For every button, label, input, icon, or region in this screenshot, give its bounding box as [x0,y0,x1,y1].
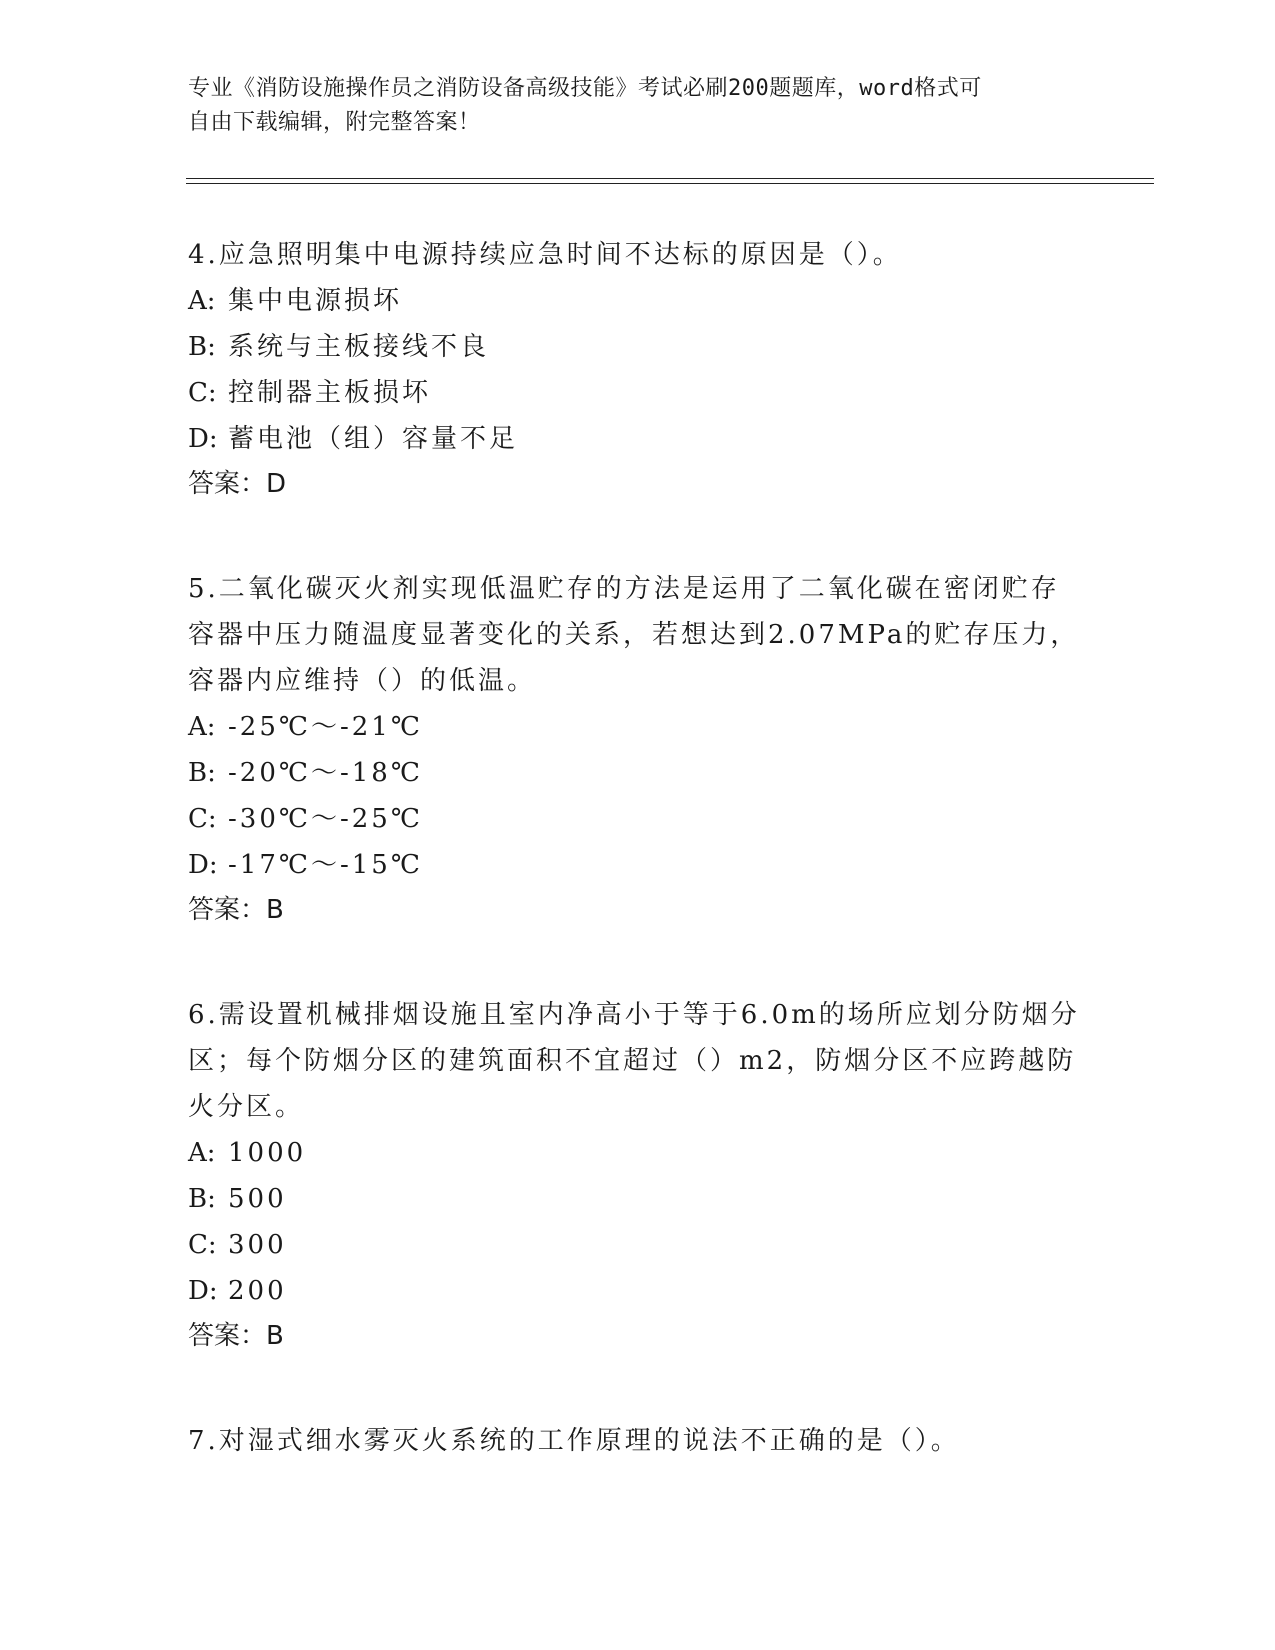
option-letter: C: [188,378,217,408]
option-letter: A: [188,712,216,742]
option-text: 蓄电池（组）容量不足 [228,424,519,454]
question-5 [188,566,1088,932]
option-b [188,324,1088,370]
option-text: 集中电源损坏 [228,286,403,316]
option-d [188,842,1088,888]
option-letter: A: [188,1138,216,1168]
option-text: 系统与主板接线不良 [228,332,490,362]
question-4 [188,232,1088,506]
option-b [188,1176,1088,1222]
option-letter: B: [188,758,216,788]
option-text: 500 [228,1184,287,1214]
option-d [188,1268,1088,1314]
option-text: 控制器主板损坏 [228,378,432,408]
question-6 [188,992,1088,1358]
header-line-2: 自由下载编辑，附完整答案！ [188,110,481,135]
option-text: 200 [228,1276,287,1306]
option-letter: B: [188,1184,216,1214]
question-stem: 5.二氧化碳灭火剂实现低温贮存的方法是运用了二氧化碳在密闭贮存容器中压力随温度显著变化的关系，若想达到2.07MPa的贮存压力，容器内应维持（）的低温。 [188,574,1080,696]
header-line-1: 专业《消防设施操作员之消防设备高级技能》考试必刷200题题库，word格式可 [188,76,982,101]
option-text: -30℃～-25℃ [228,804,423,834]
option-a [188,1130,1088,1176]
option-c [188,796,1088,842]
option-letter: C: [188,804,217,834]
option-c [188,370,1088,416]
option-d [188,416,1088,462]
option-a [188,278,1088,324]
option-text: 1000 [228,1138,307,1168]
option-text: -17℃～-15℃ [228,850,423,880]
option-text: -25℃～-21℃ [228,712,423,742]
option-c [188,1222,1088,1268]
option-text: -20℃～-18℃ [228,758,423,788]
option-letter: D: [188,1276,218,1306]
option-letter: B: [188,332,216,362]
question-stem: 7.对湿式细水雾灭火系统的工作原理的说法不正确的是（）。 [188,1426,960,1456]
option-text: 300 [228,1230,287,1260]
header-divider-top [186,178,1154,179]
answer: 答案：B [188,895,284,925]
answer: 答案：D [188,469,287,499]
question-stem: 6.需设置机械排烟设施且室内净高小于等于6.0m的场所应划分防烟分区；每个防烟分区的建筑面积不宜超过（）m2，防烟分区不应跨越防火分区。 [188,1000,1080,1122]
option-letter: A: [188,286,216,316]
answer: 答案：B [188,1321,284,1351]
question-list [188,232,1088,1524]
option-letter: D: [188,424,218,454]
question-7 [188,1418,1088,1464]
option-letter: C: [188,1230,217,1260]
option-letter: D: [188,850,218,880]
option-a [188,704,1088,750]
header-divider-bottom [186,183,1154,184]
question-stem: 4.应急照明集中电源持续应急时间不达标的原因是（）。 [188,240,902,270]
option-b [188,750,1088,796]
document-header [188,72,1068,140]
